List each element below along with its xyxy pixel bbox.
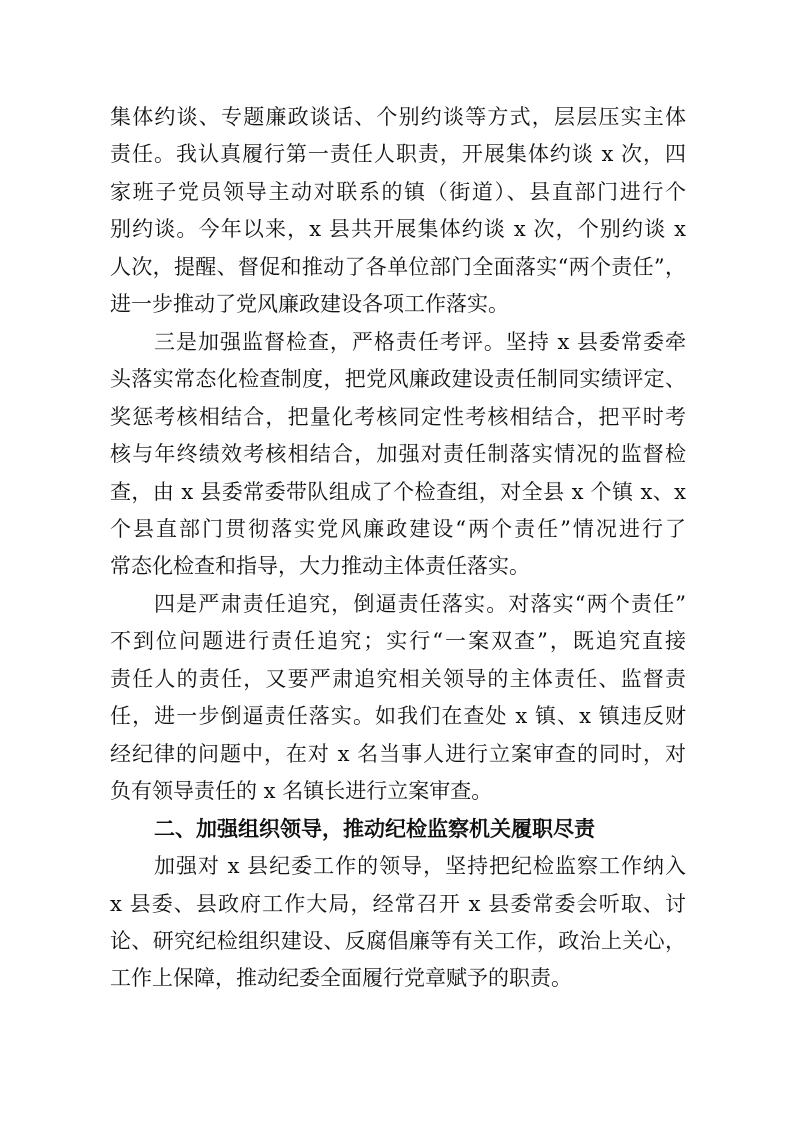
text-line: 四是严肃责任追究，倒逼责任落实。对落实“两个责任” (154, 591, 686, 616)
text-line: 论、研究纪检组织建设、反腐倡廉等有关工作，政治上关心， (110, 928, 686, 953)
text-line: 查，由 x 县委常委带队组成了个检查组，对全县 x 个镇 x、x (110, 479, 686, 504)
text-line: 常态化检查和指导，大力推动主体责任落实。 (110, 554, 530, 579)
text-line: 责任。我认真履行第一责任人职责，开展集体约谈 x 次，四 (110, 142, 686, 167)
text-line: 头落实常态化检查制度，把党风廉政建设责任制同实绩评定、 (110, 367, 686, 392)
document-page (110, 99, 686, 998)
text-line: 集体约谈、专题廉政谈话、个别约谈等方式，层层压实主体 (110, 105, 686, 129)
text-line: 别约谈。今年以来，x 县共开展集体约谈 x 次，个别约谈 x (110, 217, 686, 242)
text-line: 加强对 x 县纪委工作的领导，坚持把纪检监察工作纳入 (154, 854, 686, 879)
paragraph (110, 324, 686, 586)
paragraph (110, 99, 686, 324)
text-line: x 县委、县政府工作大局，经常召开 x 县委常委会听取、讨 (110, 891, 686, 916)
text-line: 负有领导责任的 x 名镇长进行立案审查。 (110, 779, 493, 804)
text-line: 个县直部门贯彻落实党风廉政建设“两个责任”情况进行了 (110, 516, 686, 541)
text-line: 奖惩考核相结合，把量化考核同定性考核相结合，把平时考 (110, 404, 686, 429)
text-line: 核与年终绩效考核相结合，加强对责任制落实情况的监督检 (110, 442, 686, 467)
paragraph (110, 586, 686, 811)
text-line: 责任人的责任，又要严肃追究相关领导的主体责任、监督责 (110, 666, 686, 691)
paragraph (110, 848, 686, 998)
text-line: 三是加强监督检查，严格责任考评。坚持 x 县委常委牵 (154, 329, 686, 354)
section-heading (110, 811, 686, 848)
text-line: 经纪律的问题中，在对 x 名当事人进行立案审查的同时，对 (110, 741, 686, 766)
text-line: 不到位问题进行责任追究；实行“一案双查”，既追究直接 (110, 629, 686, 654)
text-line: 人次，提醒、督促和推动了各单位部门全面落实“两个责任”， (110, 254, 686, 279)
heading-text: 二、加强组织领导，推动纪检监察机关履职尽责 (154, 816, 595, 841)
text-line: 家班子党员领导主动对联系的镇（街道）、县直部门进行个 (110, 179, 686, 204)
text-line: 任，进一步倒逼责任落实。如我们在查处 x 镇、x 镇违反财 (110, 704, 686, 729)
text-line: 进一步推动了党风廉政建设各项工作落实。 (110, 292, 509, 317)
text-line: 工作上保障，推动纪委全面履行党章赋予的职责。 (110, 966, 572, 991)
